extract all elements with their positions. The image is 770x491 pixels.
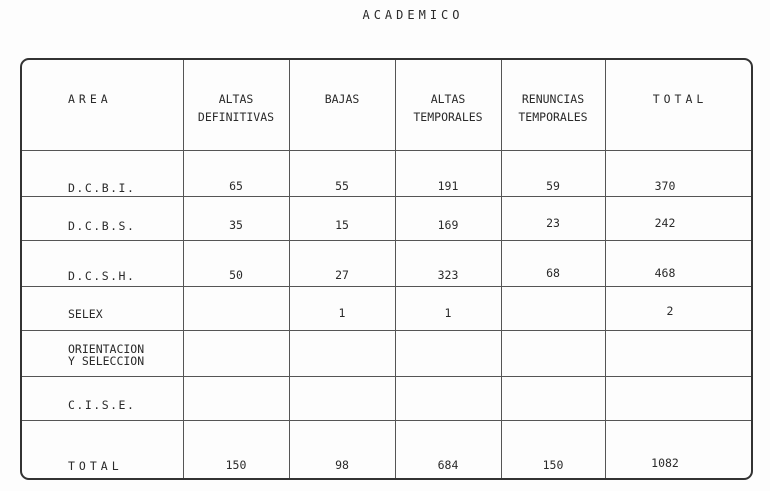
totals-cell: 150 [225, 458, 247, 472]
table-cell: 370 [654, 179, 676, 193]
row-label-cise: C.I.S.E. [68, 398, 136, 412]
totals-cell: 684 [437, 458, 459, 472]
table-cell: 50 [229, 268, 243, 282]
table-cell: 1 [444, 306, 452, 320]
header-altas-temporales-line2: TEMPORALES [413, 110, 483, 124]
header-area: AREA [68, 92, 112, 106]
row-divider [22, 150, 751, 151]
totals-cell: 150 [542, 458, 564, 472]
header-renuncias-line1: RENUNCIAS [521, 92, 585, 106]
row-divider [22, 196, 751, 197]
table-cell: 1 [338, 306, 346, 320]
totals-cell: 98 [335, 458, 349, 472]
table-cell: 59 [546, 179, 560, 193]
table-cell: 23 [546, 216, 560, 230]
table-cell: 65 [229, 179, 243, 193]
row-label-dcbi: D.C.B.I. [68, 181, 136, 195]
row-label-orientacion-line2: Y SELECCION [68, 354, 145, 368]
page-title: ACADEMICO [362, 8, 464, 22]
table-cell: 2 [666, 304, 674, 318]
table-cell: 35 [229, 218, 243, 232]
table-cell: 323 [437, 268, 459, 282]
totals-cell: 1082 [651, 456, 679, 470]
header-altas-temporales-line1: ALTAS [430, 92, 466, 106]
row-divider [22, 376, 751, 377]
data-table [20, 58, 753, 480]
header-altas-definitivas-line1: ALTAS [218, 92, 254, 106]
table-cell: 68 [546, 266, 560, 280]
table-cell: 242 [654, 216, 676, 230]
row-label-dcsh: D.C.S.H. [68, 269, 136, 283]
table-cell: 169 [437, 218, 459, 232]
table-cell: 55 [335, 179, 349, 193]
totals-label: TOTAL [68, 459, 123, 473]
table-cell: 191 [437, 179, 459, 193]
table-cell: 468 [654, 266, 676, 280]
row-divider [22, 420, 751, 421]
header-bajas: BAJAS [324, 92, 360, 106]
row-label-orientacion-line1: ORIENTACION [68, 342, 145, 356]
header-renuncias-line2: TEMPORALES [518, 110, 588, 124]
table-cell: 15 [335, 218, 349, 232]
row-label-dcbs: D.C.B.S. [68, 219, 136, 233]
row-divider [22, 240, 751, 241]
header-total: TOTAL [652, 92, 708, 106]
row-label-selex: SELEX [68, 307, 103, 321]
row-divider [22, 330, 751, 331]
header-altas-definitivas-line2: DEFINITIVAS [197, 110, 275, 124]
table-cell: 27 [335, 268, 349, 282]
row-divider [22, 286, 751, 287]
